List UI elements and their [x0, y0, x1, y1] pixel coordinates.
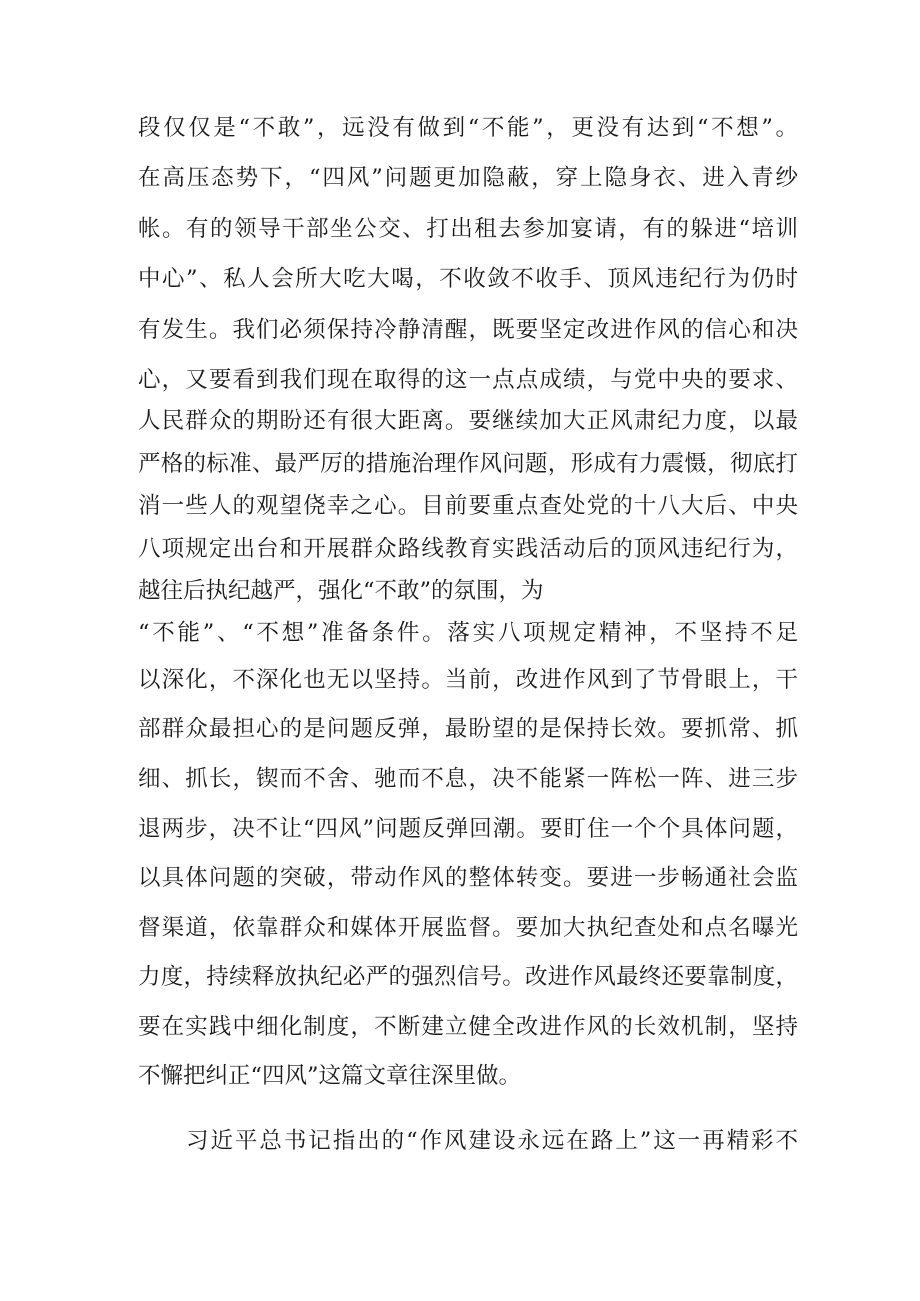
- text-line-19: 力度，持续释放执纪必严的强烈信号。改进作风最终还要靠制度，: [138, 964, 798, 990]
- text-line-16: 退两步，决不让“四风”问题反弹回潮。要盯住一个个具体问题，: [138, 816, 798, 842]
- text-line-17: 以具体问题的突破，带动作风的整体转变。要进一步畅通社会监: [138, 865, 798, 891]
- text-line-21: 不懈把纠正“四风”这篇文章往深里做。: [138, 1063, 522, 1089]
- text-line-5: 有发生。我们必须保持冷静清醒，既要坚定改进作风的信心和决: [138, 317, 798, 343]
- text-line-13: 以深化，不深化也无以坚持。当前，改进作风到了节骨眼上，干: [138, 667, 798, 693]
- text-line-4: 中心”、私人会所大吃大喝，不收敛不收手、顶风违纪行为仍时: [138, 266, 798, 292]
- text-line-18: 督渠道，依靠群众和媒体开展监督。要加大执纪查处和点名曝光: [138, 915, 798, 941]
- text-line-15: 细、抓长，锲而不舍、驰而不息，决不能紧一阵松一阵、进三步: [138, 766, 798, 792]
- text-line-11: 越往后执纪越严，强化“不敢”的氛围，为: [138, 578, 544, 604]
- text-line-2: 在高压态势下，“四风”问题更加隐蔽，穿上隐身衣、进入青纱: [138, 165, 798, 191]
- text-line-3: 帐。有的领导干部坐公交、打出租去参加宴请，有的躲进“培训: [138, 216, 798, 242]
- text-line-1: 段仅仅是“不敢”，远没有做到“不能”，更没有达到“不想”。: [138, 115, 798, 141]
- text-line-12: “不能”、“不想”准备条件。落实八项规定精神，不坚持不足: [138, 620, 798, 646]
- text-line-14: 部群众最担心的是问题反弹，最盼望的是保持长效。要抓常、抓: [138, 716, 798, 742]
- text-line-7: 人民群众的期盼还有很大距离。要继续加大正风肃纪力度，以最: [138, 408, 798, 434]
- text-line-10: 八项规定出台和开展群众路线教育实践活动后的顶风违纪行为，: [138, 536, 798, 562]
- text-line-6: 心，又要看到我们现在取得的这一点点成绩，与党中央的要求、: [138, 367, 798, 393]
- text-line-20: 要在实践中细化制度，不断建立健全改进作风的长效机制，坚持: [138, 1014, 798, 1040]
- text-line-9: 消一些人的观望侥幸之心。目前要重点查处党的十八大后、中央: [138, 493, 798, 519]
- text-line-22: 习近平总书记指出的“作风建设永远在路上”这一再精彩不: [186, 1128, 798, 1154]
- text-line-8: 严格的标准、最严厉的措施治理作风问题，形成有力震慑，彻底打: [138, 451, 798, 477]
